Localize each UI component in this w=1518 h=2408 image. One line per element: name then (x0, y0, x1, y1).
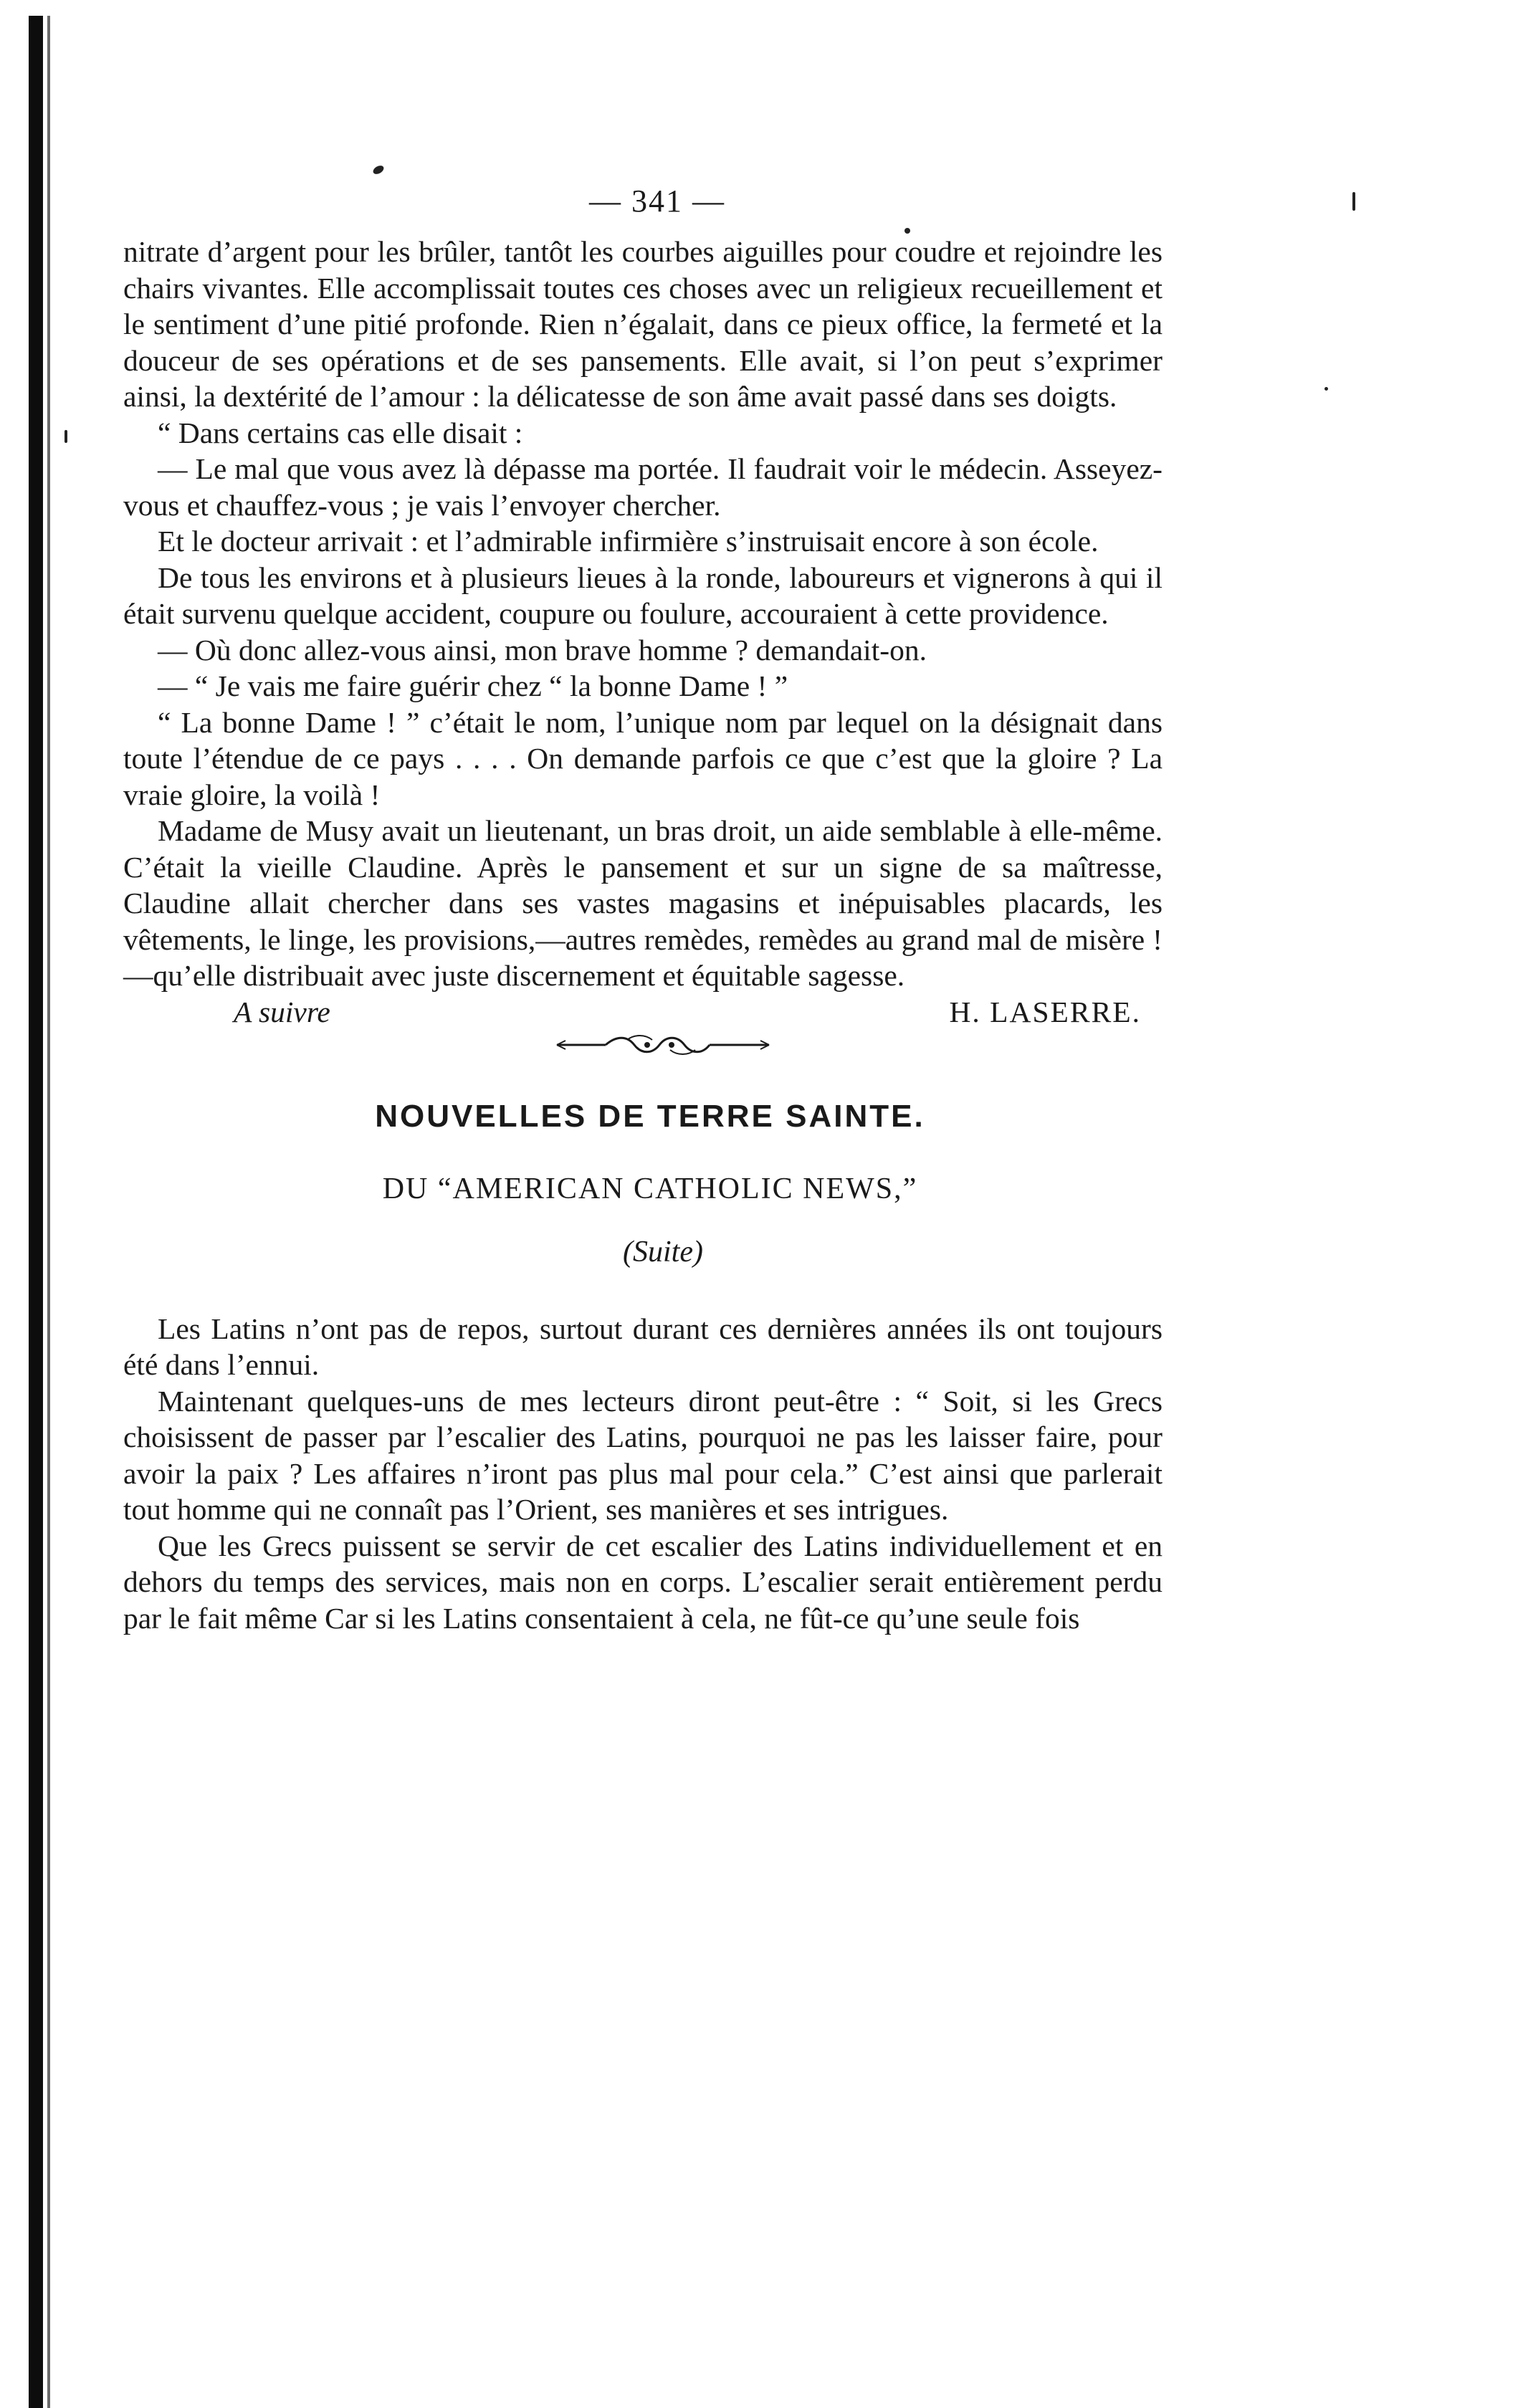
scan-binding-shadow (47, 16, 50, 2408)
ink-speck (372, 164, 386, 176)
ink-speck (1352, 192, 1355, 211)
paragraph: Madame de Musy avait un lieutenant, un bras droit, un aide semblable à elle-même. C’était la vieille Claudine. Après le pansement et sur un signe de sa maîtresse, Claudine allait chercher dans ses vastes magasins et inépuisables placards, les vêtements, le linge, les provisions,—autres remèdes, remèdes au grand mal de misère !—qu’elle distribuait avec juste discernement et équitable sagesse. (123, 814, 1163, 992)
paragraph: nitrate d’argent pour les brûler, tantôt les courbes aiguilles pour coudre et rejoindre les chairs vivantes. Elle accomplissait toutes ces choses avec un religieux recueillement et le sentiment d’une pitié profonde. Rien n’égalait, dans ce pieux office, la fermeté et la douceur de ses opérations et de ses pansements. Elle avait, si l’on peut s’exprimer ainsi, la dextérité de l’amour : la délicatesse de son âme avait passé dans ses doigts. (123, 235, 1163, 413)
continued-story (123, 234, 1163, 994)
article-title: NOUVELLES DE TERRE SAINTE. (375, 1098, 925, 1134)
paragraph: Les Latins n’ont pas de repos, surtout durant ces dernières années ils ont toujours été dans l’ennui. (123, 1312, 1163, 1381)
signature-row (123, 994, 1163, 1030)
author-signature: H. LASERRE. (949, 995, 1141, 1028)
paragraph: “ La bonne Dame ! ” c’était le nom, l’unique nom par lequel on la désignait dans toute l’étendue de ce pays . . . . On demande parfois ce que c’est que la gloire ? La vraie gloire, la voilà ! (123, 705, 1163, 811)
paragraph: — Où donc allez-vous ainsi, mon brave homme ? demandait-on. (158, 633, 927, 666)
page-number: — 341 — (589, 183, 725, 219)
ornament-divider (123, 1033, 1163, 1057)
ornament-flourish-icon (555, 1033, 770, 1057)
paragraph: — Le mal que vous avez là dépasse ma portée. Il faudrait voir le médecin. Asseyez-vous et chauffez-vous ; je vais l’envoyer chercher. (123, 452, 1163, 522)
paragraph: Que les Grecs puissent se servir de cet escalier des Latins individuellement et en dehors du temps des services, mais non en corps. L’escalier serait entièrement perdu par le fait même Car si les Latins consentaient à cela, ne fût-ce qu’une seule fois (123, 1529, 1163, 1635)
paragraph: — “ Je vais me faire guérir chez “ la bonne Dame ! ” (158, 669, 788, 702)
paragraph: De tous les environs et à plusieurs lieues à la ronde, laboureurs et vignerons à qui il était survenu quelque accident, coupure ou foulure, accouraient à cette providence. (123, 560, 1163, 630)
article-suite: (Suite) (623, 1235, 703, 1268)
article-body (123, 1311, 1163, 1637)
ink-speck (1324, 387, 1328, 391)
to-be-continued: A suivre (234, 995, 330, 1028)
paragraph: Et le docteur arrivait : et l’admirable infirmière s’instruisait encore à son école. (158, 525, 1099, 558)
ink-speck (65, 430, 67, 443)
page-content (123, 183, 1163, 1636)
paragraph: “ Dans certains cas elle disait : (158, 416, 523, 449)
paragraph: Maintenant quelques-uns de mes lecteurs diront peut-être : “ Soit, si les Grecs choisissent de passer par l’escalier des Latins, pourquoi ne pas les laisser faire, pour avoir la paix ? Les affaires n’iront pas plus mal pour cela.” C’est ainsi que parlerait tout homme qui ne connaît pas l’Orient, ses manières et ses intrigues. (123, 1384, 1163, 1526)
article-source: DU “AMERICAN CATHOLIC NEWS,” (382, 1172, 918, 1205)
scan-binding-edge (29, 16, 43, 2408)
